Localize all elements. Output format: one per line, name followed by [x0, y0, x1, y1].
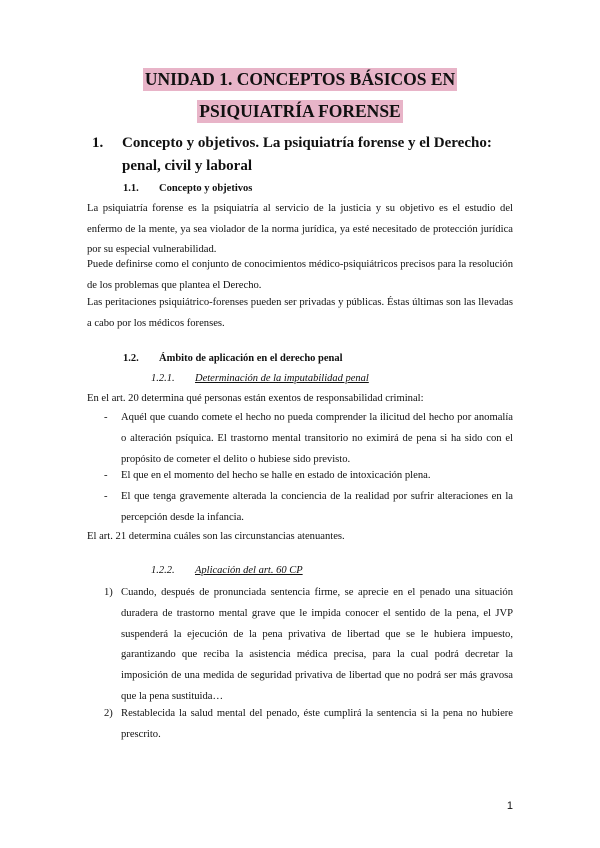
- unit-title-line-1: UNIDAD 1. CONCEPTOS BÁSICOS EN: [144, 69, 456, 89]
- section-1-2-number: 1.2.: [123, 353, 139, 364]
- bullet-marker: -: [104, 470, 108, 481]
- page-number: 1: [506, 800, 513, 812]
- section-1-2-2-title-text: Aplicación del art. 60 CP: [195, 565, 303, 576]
- section-1-1-title: Concepto y objetivos: [159, 183, 253, 194]
- unit-title-line-2: PSIQUIATRÍA FORENSE: [199, 101, 401, 121]
- paragraph: Las peritaciones psiquiátrico-forenses pueden ser privadas y públicas. Éstas últimas son las llevadas a cabo por los médicos forenses.: [87, 297, 513, 329]
- paragraph: La psiquiatría forense es la psiquiatría al servicio de la justicia y su objetivo es el estudio del enfermo de la mente, ya sea violador de la norma jurídica, ya esté necesitado de protección jurídica por su especial vulnerabilidad.: [87, 203, 513, 255]
- section-1-2-2-number: 1.2.2.: [151, 565, 175, 576]
- paragraph: En el art. 20 determina qué personas están exentos de responsabilidad criminal:: [87, 393, 424, 404]
- numbered-marker: 1): [104, 587, 113, 598]
- section-1-title: Concepto y objetivos. La psiquiatría forense y el Derecho: penal, civil y laboral: [122, 135, 492, 174]
- bullet-marker: -: [104, 491, 108, 502]
- list-item: Aquél que cuando comete el hecho no pueda comprender la ilicitud del hecho por anomalía o alteración psíquica. El trastorno mental transitorio no eximirá de pena si ha sido con el propósito de cometer el delito o hubiese sido previsto.: [121, 412, 513, 465]
- section-1-number: 1.: [92, 135, 104, 151]
- list-item: El que tenga gravemente alterada la conciencia de la realidad por sufrir alteraciones en la percepción desde la infancia.: [121, 491, 513, 523]
- section-1-2-1-number: 1.2.1.: [151, 373, 175, 384]
- numbered-item: Cuando, después de pronunciada sentencia firme, se aprecie en el penado una situación duradera de trastorno mental grave que le impida conocer el sentido de la pena, el JVP suspenderá la ejecución de la pena privativa de libertad que se le hubiera impuesto, garantizando que reciba la asistencia médica precisa, para la cual podrá decretar la imposición de una medida de seguridad privativa de libertad que no podrá ser más gravosa que la pena sustituida…: [121, 587, 513, 702]
- paragraph: Puede definirse como el conjunto de conocimientos médico-psiquiátricos precisos para la resolución de los problemas que plantea el Derecho.: [87, 259, 513, 291]
- section-1-2-1-title-text: Determinación de la imputabilidad penal: [195, 373, 369, 384]
- unit-title: [0, 68, 600, 123]
- numbered-marker: 2): [104, 708, 113, 719]
- section-1-2-1-title: [195, 372, 369, 386]
- list-item: El que en el momento del hecho se halle en estado de intoxicación plena.: [121, 470, 431, 481]
- bullet-marker: -: [104, 412, 108, 423]
- section-1-2-2-title: [195, 564, 303, 578]
- paragraph: El art. 21 determina cuáles son las circunstancias atenuantes.: [87, 531, 345, 542]
- section-1-1-number: 1.1.: [123, 183, 139, 194]
- section-1-2-title: Ámbito de aplicación en el derecho penal: [159, 353, 343, 364]
- numbered-item: Restablecida la salud mental del penado, éste cumplirá la sentencia si la pena no hubiere prescrito.: [121, 708, 513, 740]
